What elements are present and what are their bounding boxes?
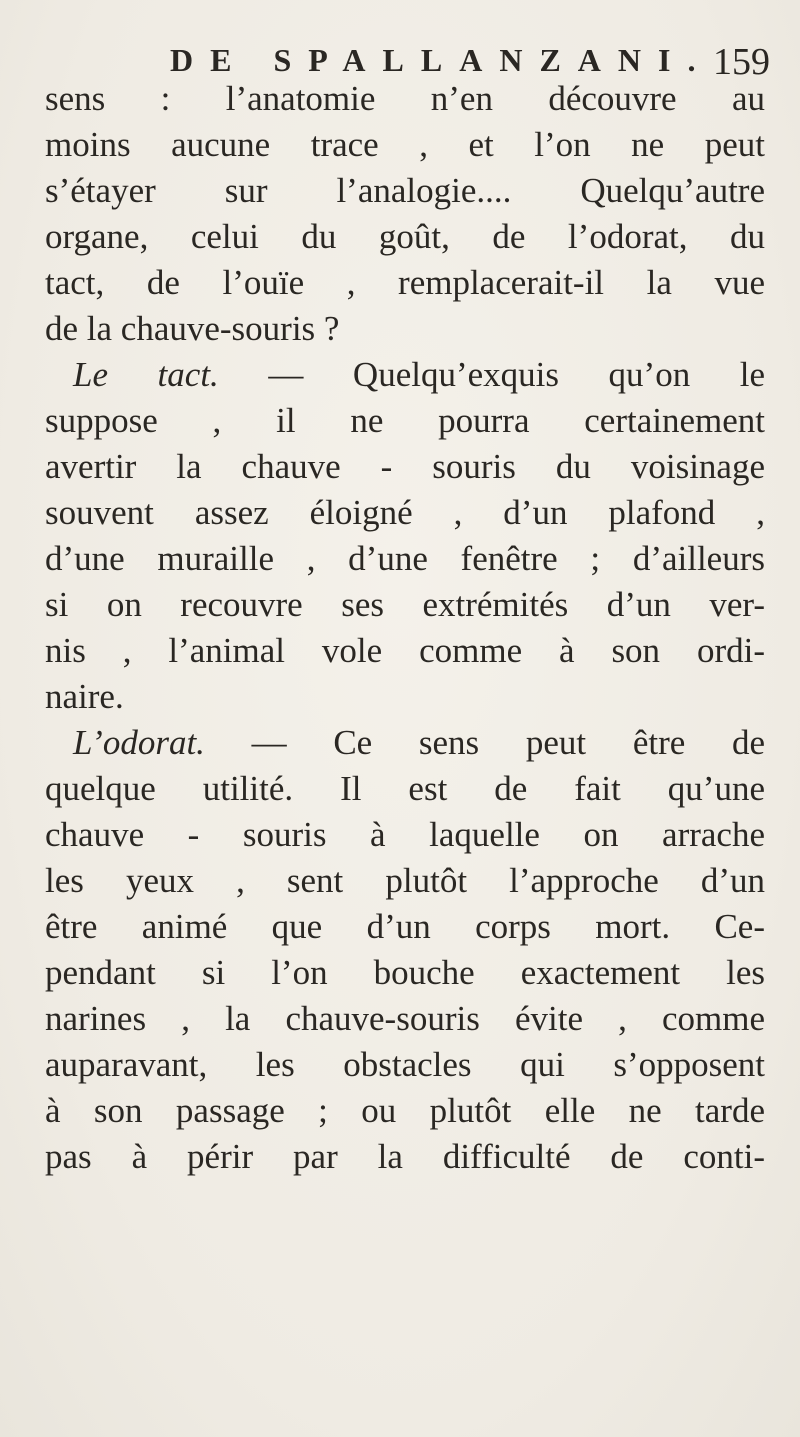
running-title: DE SPALLANZANI. [170,42,713,78]
text-line: auparavant, les obstacles qui s’opposent [45,1045,765,1084]
section-heading-odorat: L’odorat. [73,723,205,762]
text-line: d’une muraille , d’une fenêtre ; d’ailleurs [45,539,765,578]
text-line: être animé que d’un corps mort. Ce- [45,907,765,946]
section-heading-tact: Le tact. [73,355,219,394]
text-line: suppose , il ne pourra certainement [45,401,765,440]
text-line: tact, de l’ouïe , remplacerait-il la vue [45,263,765,302]
text-line: nis , l’animal vole comme à son ordi- [45,631,765,670]
text-line: avertir la chauve - souris du voisinage [45,447,765,486]
paragraph-tact [45,352,765,398]
text-line: narines , la chauve-souris évite , comme [45,999,765,1038]
text-line: naire. [45,677,124,716]
text-line: souvent assez éloigné , d’un plafond , [45,493,765,532]
text-line: quelque utilité. Il est de fait qu’une [45,769,765,808]
text-line: — Ce sens peut être de [251,723,765,762]
paragraph-odorat [45,720,765,766]
text-line: organe, celui du goût, de l’odorat, du [45,217,765,256]
text-line: les yeux , sent plutôt l’approche d’un [45,861,765,900]
text-line: pas à périr par la difficulté de conti- [45,1137,765,1176]
text-line: sens : l’anatomie n’en découvre au [45,79,765,118]
body-text [45,76,765,1180]
text-line: — Quelqu’exquis qu’on le [268,355,766,394]
text-line: chauve - souris à laquelle on arrache [45,815,765,854]
text-line: à son passage ; ou plutôt elle ne tarde [45,1091,765,1130]
text-line: s’étayer sur l’analogie.... Quelqu’autre [45,171,765,210]
text-line: de la chauve-souris ? [45,309,340,348]
page-number: 159 [713,41,770,83]
text-line: si on recouvre ses extrémités d’un ver- [45,585,765,624]
text-line: moins aucune trace , et l’on ne peut [45,125,765,164]
text-line: pendant si l’on bouche exactement les [45,953,765,992]
